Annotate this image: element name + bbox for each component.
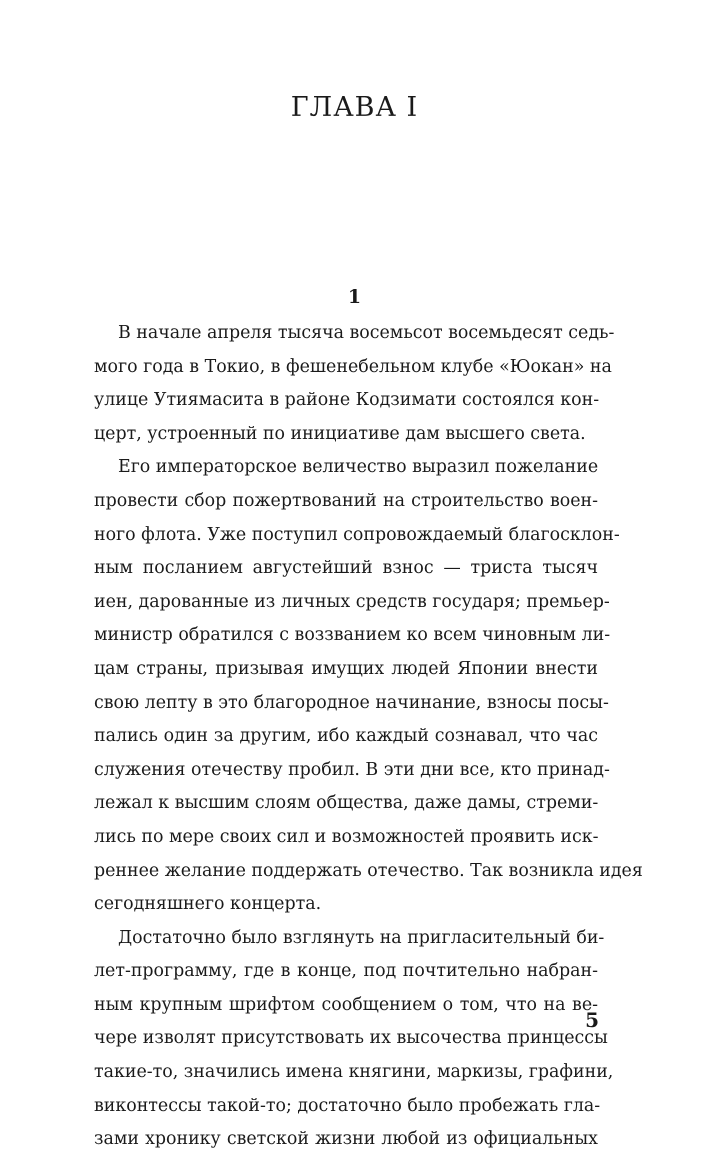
chapter-title: ГЛАВА I (290, 92, 419, 123)
text-line: провести сбор пожертвований на строительство воен- (94, 490, 598, 511)
text-line: виконтессы такой-то; достаточно было пробежать гла- (94, 1095, 601, 1116)
page-number: 5 (585, 1008, 599, 1032)
text-line: ного флота. Уже поступил сопровождаемый благосклон- (94, 524, 620, 545)
text-line: министр обратился с воззванием ко всем чиновным ли- (94, 625, 611, 646)
text-line: чере изволят присутствовать их высочества принцессы (94, 1028, 608, 1049)
text-line: реннее желание поддержать отечество. Так возникла идея (94, 860, 643, 881)
text-line: Достаточно было взглянуть на пригласительный би- (118, 927, 605, 948)
text-line: зами хронику светской жизни любой из официальных (94, 1129, 598, 1150)
text-line: ным посланием августейший взнос — триста тысяч (94, 558, 598, 579)
text-line: церт, устроенный по инициативе дам высшего света. (94, 423, 586, 444)
text-line: иен, дарованные из личных средств государя; премьер- (94, 591, 610, 612)
body-text (94, 317, 643, 1157)
text-line: лись по мере своих сил и возможностей проявить иск- (94, 826, 599, 847)
text-line: лежал к высшим слоям общества, даже дамы, стреми- (94, 793, 599, 814)
text-line: улице Утиямасита в районе Кодзимати состоялся кон- (94, 390, 600, 411)
text-line: лет-программу, где в конце, под почтительно набран- (94, 961, 598, 982)
text-line: такие-то, значились имена княгини, маркизы, графини, (94, 1062, 614, 1083)
section-number: 1 (347, 286, 362, 308)
text-line: цам страны, призывая имущих людей Японии внести (94, 658, 598, 679)
text-line: мого года в Токио, в фешенебельном клубе «Юокан» на (94, 356, 612, 377)
text-line: В начале апреля тысяча восемьсот восемьдесят седь- (118, 323, 615, 343)
text-line: Его императорское величество выразил пожелание (118, 457, 599, 478)
text-line: служения отечеству пробил. В эти дни все, кто принад- (94, 759, 610, 780)
text-line: сегодняшнего концерта. (94, 894, 322, 915)
text-line: свою лепту в это благородное начинание, взносы посы- (94, 692, 609, 713)
text-line: пались один за другим, ибо каждый сознавал, что час (94, 726, 598, 747)
text-line: ным крупным шрифтом сообщением о том, что на ве- (94, 994, 598, 1015)
